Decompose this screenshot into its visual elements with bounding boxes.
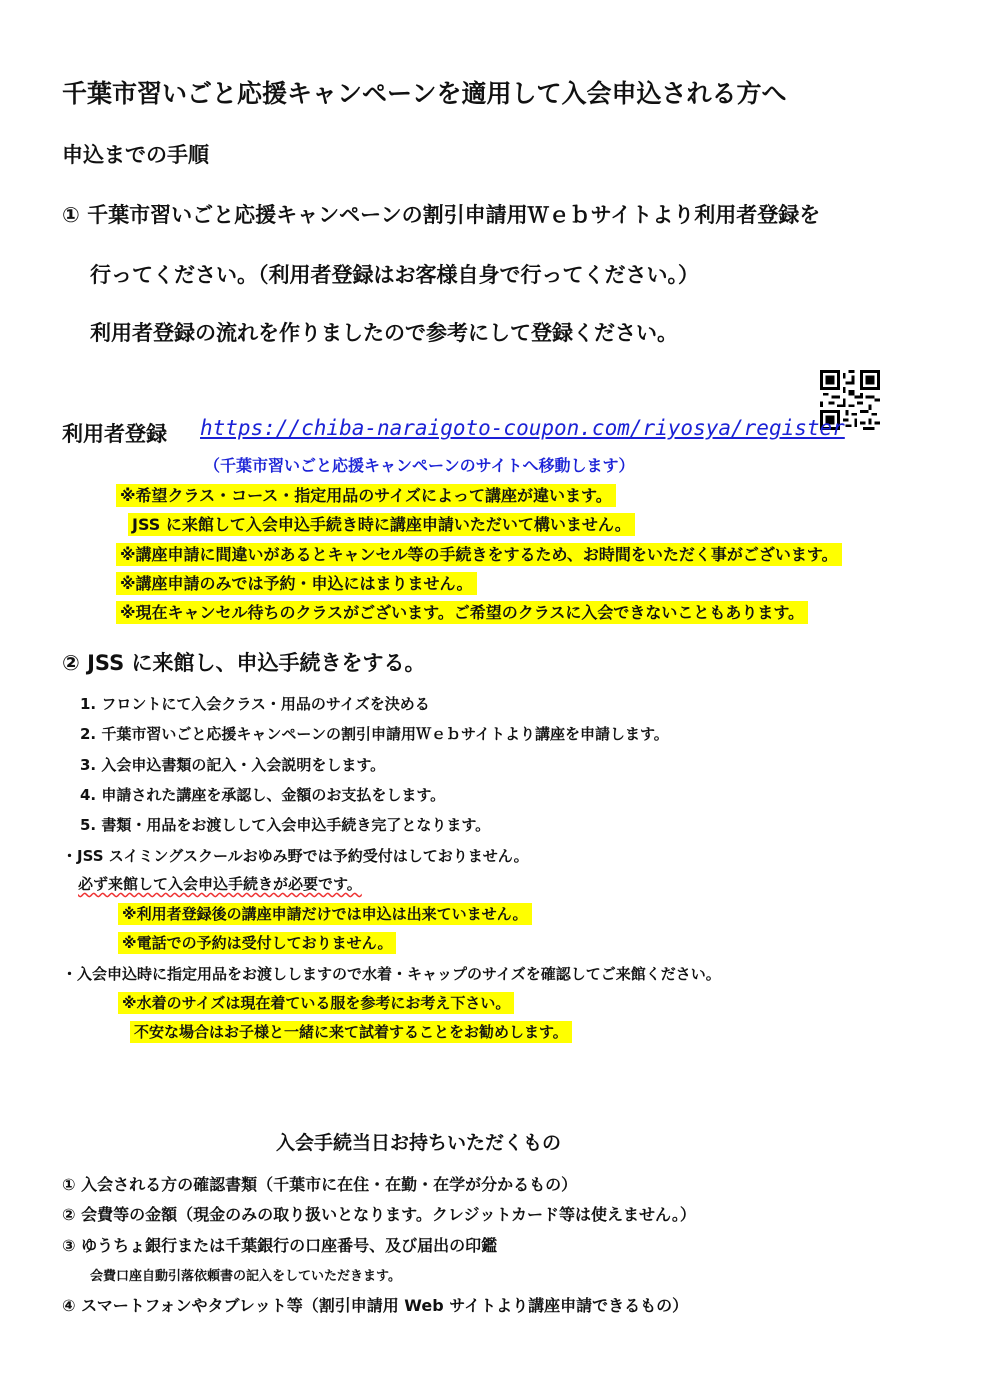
step2-item-1: 1. フロントにて入会クラス・用品のサイズを決める [80,695,430,713]
bring-item-3-sub: 会費口座自動引落依頼書の記入をしていただきます。 [90,1269,401,1284]
step1-number: ① [62,203,80,227]
step2-number: ② [62,651,80,675]
step2-item-2: 2. 千葉市習いごと応援キャンペーンの割引申請用Ｗｅｂサイトより講座を申請します。 [80,725,669,743]
step2-line [62,647,426,677]
bring-item-num: ② [62,1205,76,1224]
bring-item-3 [62,1233,497,1256]
page-title: 千葉市習いごと応援キャンペーンを適用して入会申込される方へ [62,79,787,108]
bring-item-1 [62,1172,577,1195]
bring-heading: 入会手続当日お持ちいただくもの [276,1132,562,1154]
bring-item-text: 会費等の金額（現金のみの取り扱いとなります。クレジットカード等は使えません。） [81,1205,696,1224]
step2-item-3: 3. 入会申込書類の記入・入会説明をします。 [80,756,386,774]
procedure-heading: 申込までの手順 [62,143,209,167]
register-label: 利用者登録 [62,422,167,446]
note3-line1: ※水着のサイズは現在着ている服を参考にお考え下さい。 [118,992,514,1013]
bring-item-text: ゆうちょ銀行または千葉銀行の口座番号、及び届出の印鑑 [81,1236,498,1255]
bring-item-num: ① [62,1175,76,1194]
step1-line1 [62,199,820,229]
note1-line5: ※現在キャンセル待ちのクラスがございます。ご希望のクラスに入会できないこともあります。 [116,600,808,623]
bring-item-num: ④ [62,1296,76,1315]
bring-item-4 [62,1293,688,1316]
bring-item-text: 入会される方の確認書類（千葉市に在住・在勤・在学が分かるもの） [81,1175,578,1194]
step1-text: 千葉市習いごと応援キャンペーンの割引申請用Ｗｅｂサイトより利用者登録を [87,203,821,227]
note2-line1: ※利用者登録後の講座申請だけでは申込は出来ていません。 [118,903,532,924]
register-link[interactable]: https://chiba-naraigoto-coupon.com/riyosya/register [200,416,845,440]
step2-item-4: 4. 申請された講座を承認し、金額のお支払をします。 [80,786,446,804]
note1-line3: ※講座申請に間違いがあるとキャンセル等の手続きをするため、お時間をいただく事がございます。 [116,542,842,565]
step1-line2: 行ってください。（利用者登録はお客様自身で行ってください。） [90,263,699,287]
bring-item-text: スマートフォンやタブレット等（割引申請用 Web サイトより講座申請できるもの） [81,1296,689,1315]
bullet1-line2: 必ず来館して入会申込手続きが必要です。 [78,875,362,893]
bullet2: ・入会申込時に指定用品をお渡ししますので水着・キャップのサイズを確認してご来館ください。 [62,965,721,983]
note1-line2: JSS に来館して入会申込手続き時に講座申請いただいて構いません。 [128,512,635,535]
bullet1-line1: ・JSS スイミングスクールおゆみ野では予約受付はしておりません。 [62,847,529,865]
step2-item-5: 5. 書類・用品をお渡しして入会申込手続き完了となります。 [80,816,491,834]
bring-item-num: ③ [62,1236,76,1255]
note3-line2: 不安な場合はお子様と一緒に来て試着することをお勧めします。 [130,1021,572,1042]
note1-line4: ※講座申請のみでは予約・申込にはまりません。 [116,571,477,594]
register-note: （千葉市習いごと応援キャンペーンのサイトへ移動します） [204,456,635,475]
step1-line3: 利用者登録の流れを作りましたので参考にして登録ください。 [90,321,678,345]
note2-line2: ※電話での予約は受付しておりません。 [118,932,396,953]
step2-text: JSS に来館し、申込手続きをする。 [87,651,426,675]
bring-item-2 [62,1202,696,1225]
note1-line1: ※希望クラス・コース・指定用品のサイズによって講座が違います。 [116,483,616,506]
